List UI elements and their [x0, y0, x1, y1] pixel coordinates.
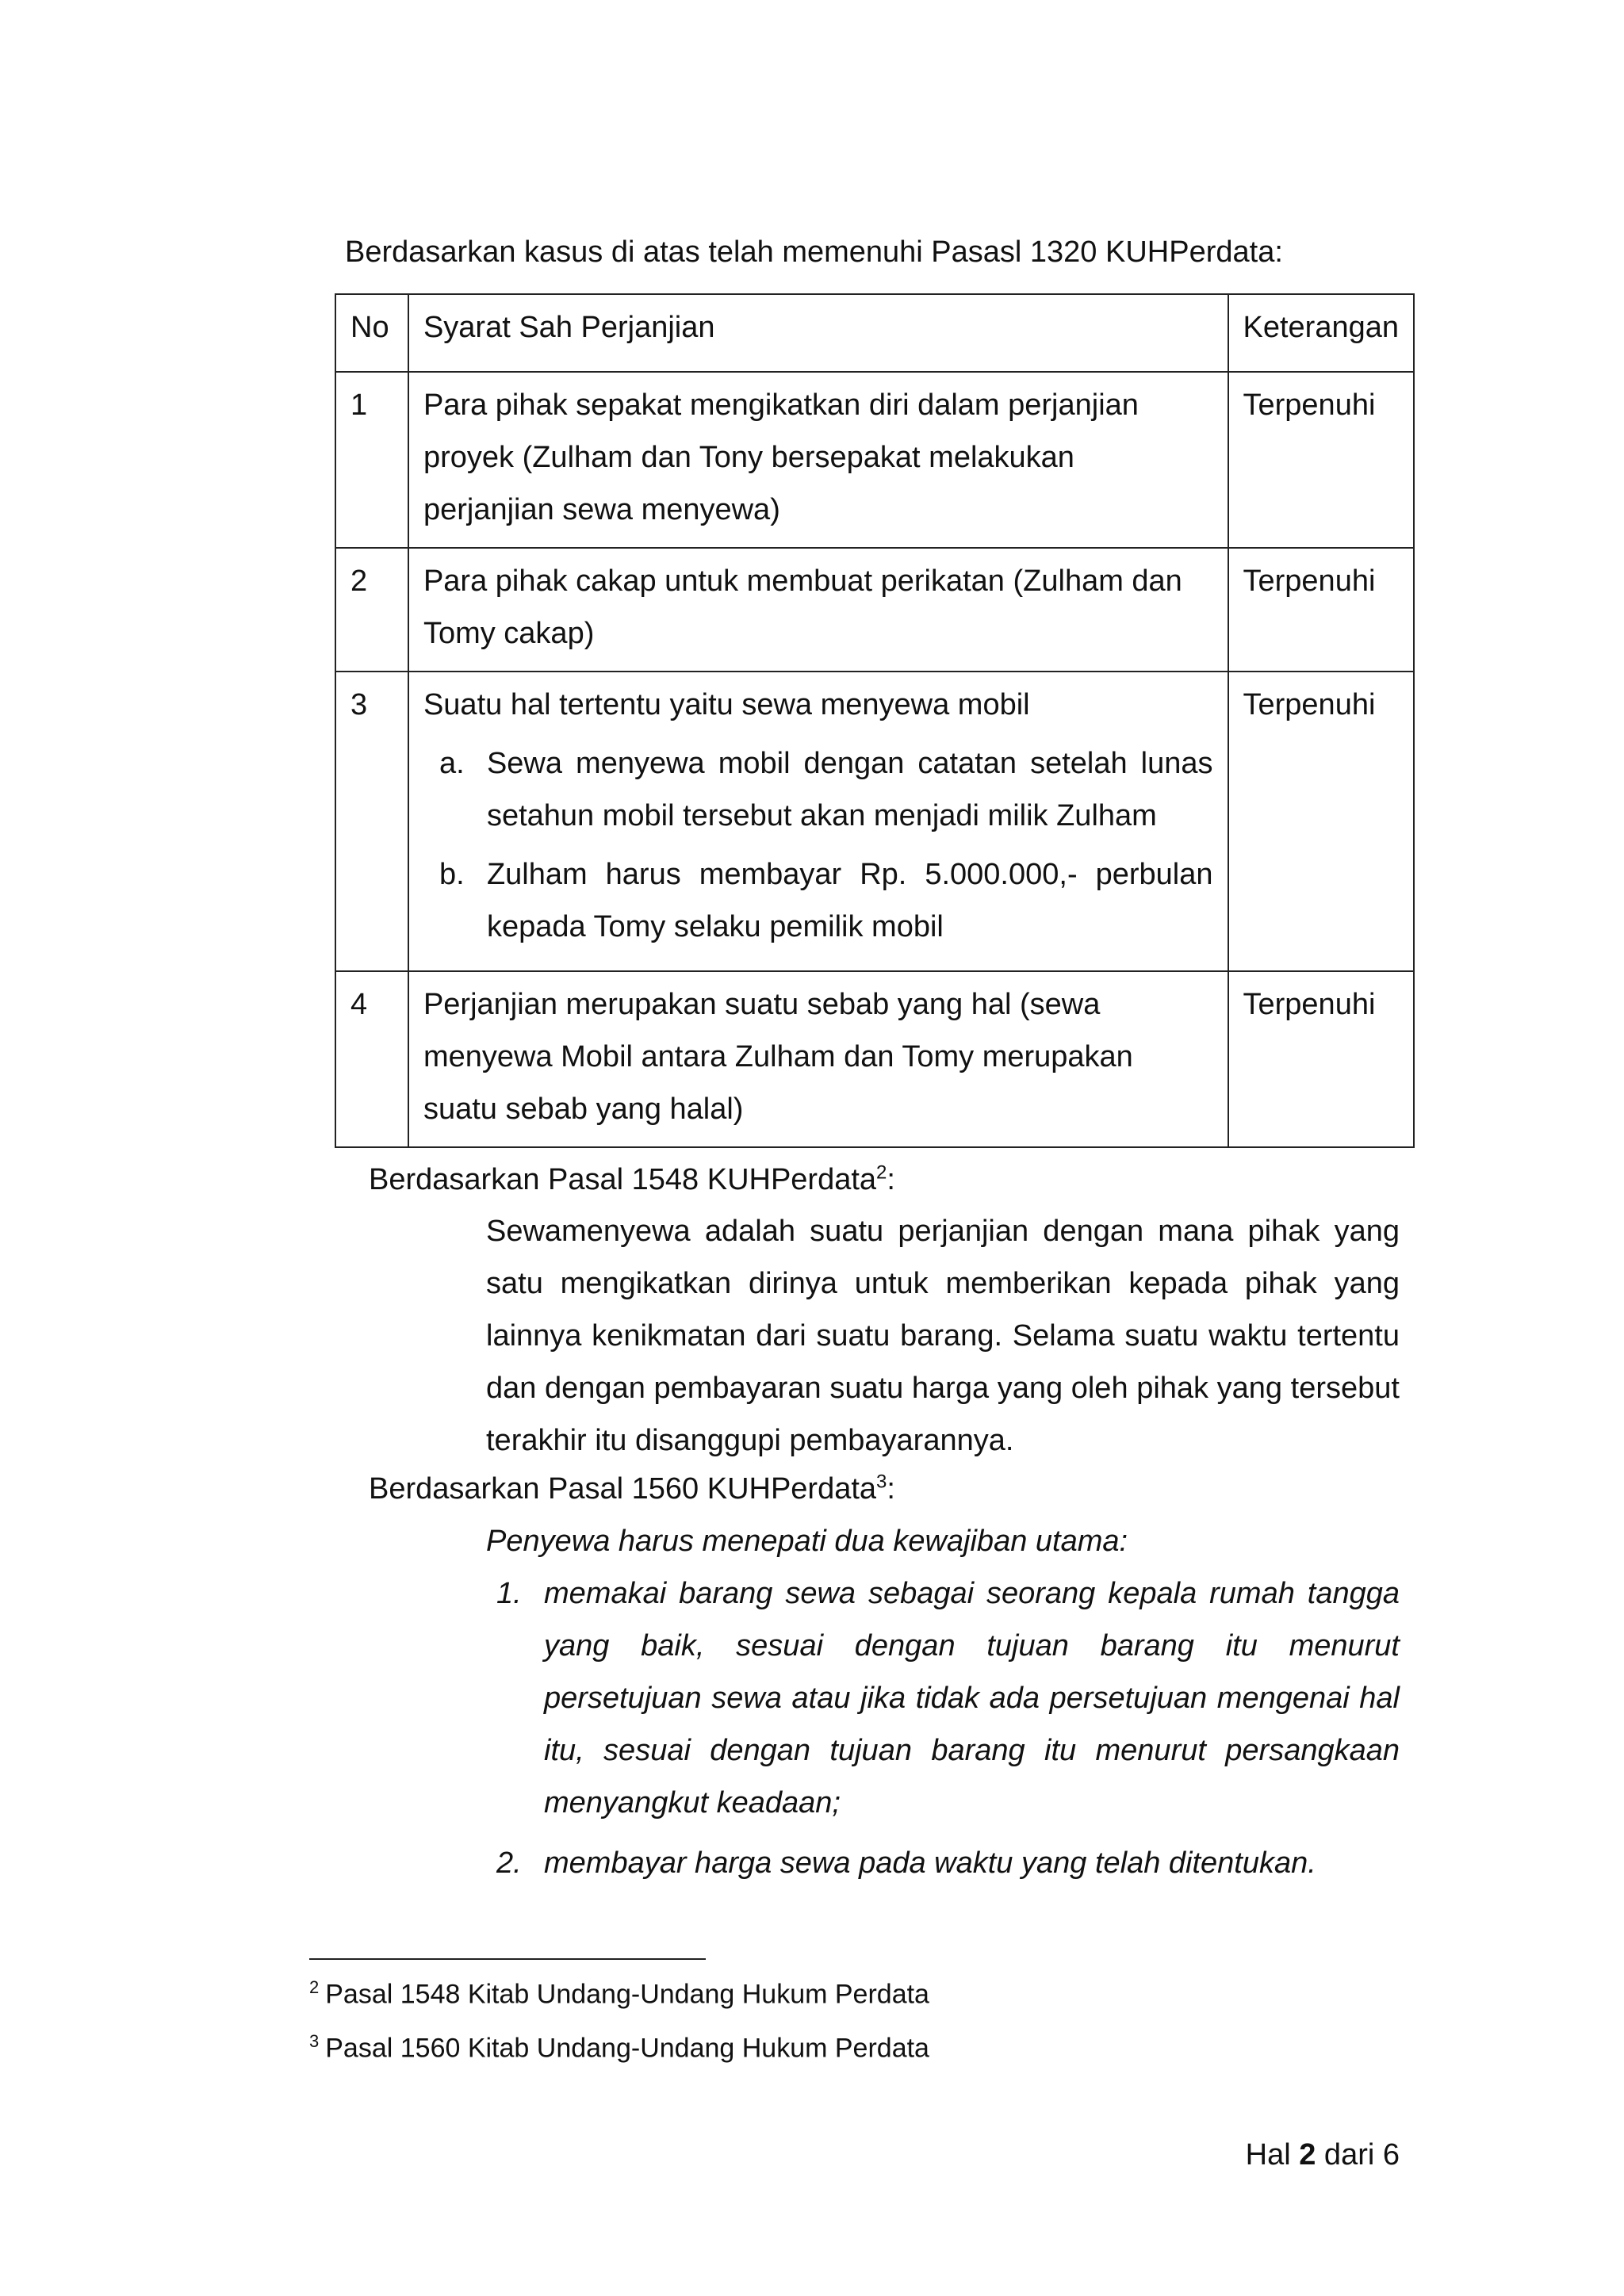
table-row — [335, 372, 1414, 548]
sub-list-item — [423, 848, 1213, 953]
syarat-table — [335, 293, 1415, 1148]
pasal-1548-text: Sewamenyewa adalah suatu perjanjian dengan mana pihak yang satu mengikatkan dirinya untuk memberikan kepada pihak yang lainnya kenikmatan dari suatu barang. Selama suatu waktu tertentu dan dengan pembayaran suatu harga yang oleh pihak yang tersebut terakhir itu disanggupi pembayarannya. — [486, 1215, 1400, 1457]
footnote — [309, 2024, 929, 2065]
pasal-1560-heading-text: Berdasarkan Pasal 1560 KUHPerdata — [369, 1472, 877, 1506]
row-no: 1 — [335, 372, 408, 548]
table-row — [335, 548, 1414, 672]
pasal-1548-heading — [369, 1158, 895, 1202]
list-item-text: membayar harga sewa pada waktu yang telah ditentukan. — [544, 1846, 1316, 1880]
table-row — [335, 672, 1414, 971]
header-syarat: Syarat Sah Perjanjian — [408, 294, 1228, 372]
row-syarat-cell — [408, 672, 1228, 971]
sub-list-item — [423, 737, 1213, 842]
page-number — [1246, 2133, 1400, 2177]
footnote — [309, 1970, 929, 2011]
list-item-text: memakai barang sewa sebagai seorang kepala rumah tangga yang baik, sesuai dengan tujuan barang itu menurut persetujuan sewa atau jika tidak ada persetujuan mengenai hal itu, sesuai dengan tujuan barang itu menurut persangkaan menyangkut keadaan; — [544, 1577, 1400, 1820]
pasal-1560-heading — [369, 1467, 895, 1511]
sub-list-text: Sewa menyewa mobil dengan catatan setelah lunas setahun mobil tersebut akan menjadi milik Zulham — [486, 747, 1213, 832]
pasal-1548-heading-text: Berdasarkan Pasal 1548 KUHPerdata — [369, 1163, 877, 1196]
footnote-ref[interactable]: 2 — [876, 1161, 887, 1184]
list-item-number: 2. — [496, 1846, 522, 1880]
footnote-text: Pasal 1560 Kitab Undang-Undang Hukum Perdata — [325, 2033, 929, 2064]
sub-list-text: Zulham harus membayar Rp. 5.000.000,- perbulan kepada Tomy selaku pemilik mobil — [486, 858, 1213, 943]
sub-list-marker: b. — [439, 858, 465, 891]
pasal-1560-lead: Penyewa harus menepati dua kewajiban utama: — [486, 1525, 1128, 1558]
row-no: 2 — [335, 548, 408, 672]
row-keterangan: Terpenuhi — [1228, 971, 1415, 1147]
table-header-row — [335, 294, 1414, 372]
footnote-number: 3 — [309, 2031, 320, 2051]
footnote-text: Pasal 1548 Kitab Undang-Undang Hukum Perdata — [325, 1979, 929, 2010]
row-syarat: Perjanjian merupakan suatu sebab yang hal (sewa menyewa Mobil antara Zulham dan Tomy merupakan suatu sebab yang halal) — [408, 971, 1228, 1147]
row-syarat: Para pihak sepakat mengikatkan diri dalam perjanjian proyek (Zulham dan Tony bersepakat melakukan perjanjian sewa menyewa) — [408, 372, 1228, 548]
heading-colon: : — [887, 1472, 895, 1506]
row-syarat: Para pihak cakap untuk membuat perikatan (Zulham dan Tomy cakap) — [408, 548, 1228, 672]
list-item — [486, 1567, 1400, 1829]
table-row — [335, 971, 1414, 1147]
kewajiban-list — [486, 1567, 1400, 1897]
header-no: No — [335, 294, 408, 372]
row-keterangan: Terpenuhi — [1228, 548, 1415, 672]
row-syarat: Suatu hal tertentu yaitu sewa menyewa mobil — [423, 688, 1030, 721]
row-no: 4 — [335, 971, 408, 1147]
intro-text: Berdasarkan kasus di atas telah memenuhi Pasasl 1320 KUHPerdata: — [345, 235, 1283, 269]
row-keterangan: Terpenuhi — [1228, 372, 1415, 548]
page-number-current: 2 — [1299, 2138, 1316, 2172]
heading-colon: : — [887, 1163, 895, 1196]
footnote-number: 2 — [309, 1977, 320, 1997]
footnote-divider — [309, 1958, 706, 1960]
list-item-number: 1. — [496, 1577, 522, 1610]
sub-list-marker: a. — [439, 747, 465, 780]
footnote-ref[interactable]: 3 — [876, 1471, 887, 1493]
row-keterangan: Terpenuhi — [1228, 672, 1415, 971]
page-number-prefix: Hal — [1245, 2138, 1300, 2172]
page-number-suffix: dari 6 — [1316, 2138, 1400, 2172]
row-no: 3 — [335, 672, 408, 971]
list-item — [486, 1837, 1400, 1889]
header-keterangan: Keterangan — [1228, 294, 1415, 372]
sub-list — [423, 737, 1213, 953]
